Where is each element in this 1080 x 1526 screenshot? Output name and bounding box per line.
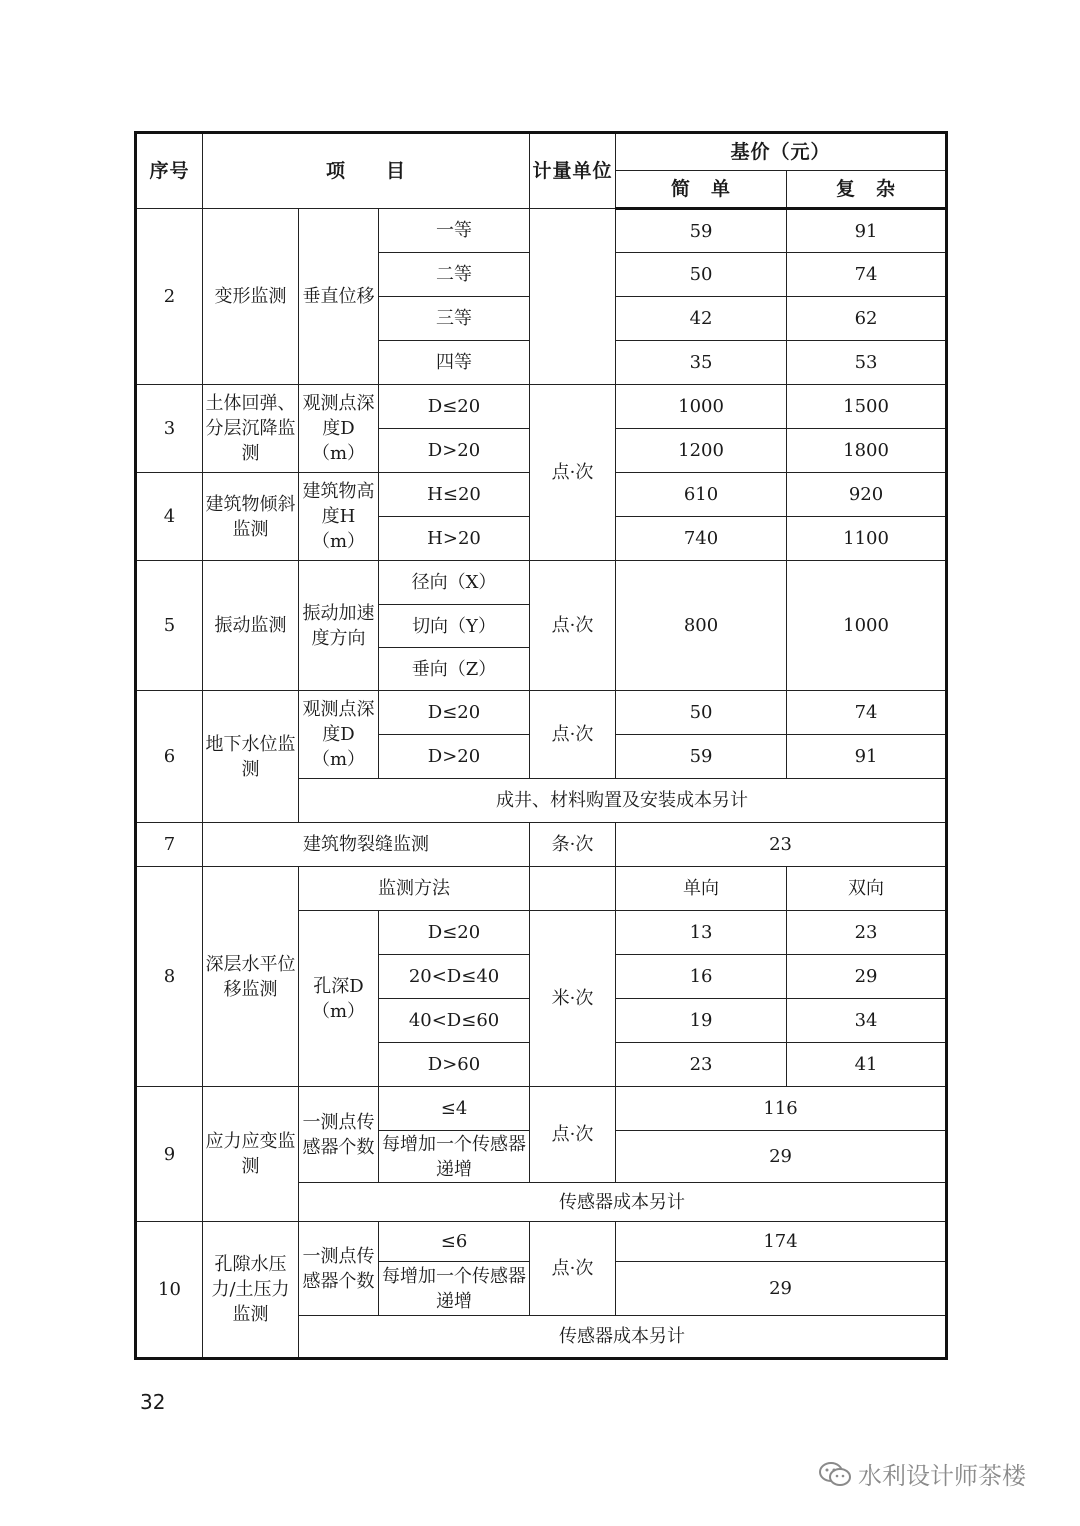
wechat-icon [818, 1460, 852, 1488]
row8-complex: 34 [787, 999, 947, 1043]
row10-name: 孔隙水压力/土压力监测 [203, 1222, 299, 1359]
row10-extra-price: 29 [616, 1262, 947, 1316]
row10-first-price: 174 [616, 1222, 947, 1262]
row8-one-way: 单向 [616, 867, 787, 911]
row8-unit: 米·次 [530, 911, 616, 1087]
row2-sub: 垂直位移 [299, 209, 379, 385]
row7-price: 23 [616, 823, 947, 867]
row10-note: 传感器成本另计 [299, 1316, 947, 1359]
header-base-price: 基价（元） [616, 133, 947, 171]
row9-seq: 9 [136, 1087, 203, 1222]
row8-name: 深层水平位移监测 [203, 867, 299, 1087]
row9-extra-price: 29 [616, 1131, 947, 1183]
row4-complex: 920 [787, 473, 947, 517]
row10-unit: 点·次 [530, 1222, 616, 1316]
row3-name: 土体回弹、分层沉降监测 [203, 385, 299, 473]
header-seq: 序号 [136, 133, 203, 209]
row4-complex: 1100 [787, 517, 947, 561]
row8-simple: 13 [616, 911, 787, 955]
row8-complex: 23 [787, 911, 947, 955]
row5-dir: 切向（Y） [379, 605, 530, 648]
row2-grade-label: 三等 [379, 297, 530, 341]
row6-sub: 观测点深度D（m） [299, 691, 379, 779]
price-table [134, 131, 948, 1360]
row2-grade-label: 四等 [379, 341, 530, 385]
row8-simple: 19 [616, 999, 787, 1043]
row7-unit: 条·次 [530, 823, 616, 867]
row3-seq: 3 [136, 385, 203, 473]
row8-simple: 16 [616, 955, 787, 999]
page-number: 32 [140, 1390, 166, 1414]
row3-complex: 1500 [787, 385, 947, 429]
row6-simple: 50 [616, 691, 787, 735]
row6-complex: 91 [787, 735, 947, 779]
row4-name: 建筑物倾斜监测 [203, 473, 299, 561]
row5-name: 振动监测 [203, 561, 299, 691]
row5-sub: 振动加速度方向 [299, 561, 379, 691]
row8-unit-empty [530, 867, 616, 911]
row9-unit: 点·次 [530, 1087, 616, 1183]
row2-simple: 42 [616, 297, 787, 341]
row10-seq: 10 [136, 1222, 203, 1359]
row2-simple: 59 [616, 209, 787, 253]
row7-seq: 7 [136, 823, 203, 867]
row6-note: 成井、材料购置及安装成本另计 [299, 779, 947, 823]
row9-note: 传感器成本另计 [299, 1183, 947, 1222]
row4-label: H>20 [379, 517, 530, 561]
row9-name: 应力应变监测 [203, 1087, 299, 1222]
row8-label: D≤20 [379, 911, 530, 955]
row5-dir: 径向（X） [379, 561, 530, 605]
row2-complex: 74 [787, 253, 947, 297]
row9-first-price: 116 [616, 1087, 947, 1131]
row5-simple: 800 [616, 561, 787, 691]
row10-extra: 每增加一个传感器递增 [379, 1262, 530, 1316]
row8-seq: 8 [136, 867, 203, 1087]
row6-name: 地下水位监测 [203, 691, 299, 823]
row3-label: D>20 [379, 429, 530, 473]
row5-unit: 点·次 [530, 561, 616, 691]
header-complex: 复 杂 [787, 171, 947, 209]
row2-complex: 91 [787, 209, 947, 253]
row8-two-way: 双向 [787, 867, 947, 911]
row7-name: 建筑物裂缝监测 [203, 823, 530, 867]
row9-extra: 每增加一个传感器递增 [379, 1131, 530, 1183]
row2-grade-label: 一等 [379, 209, 530, 253]
row6-label: D>20 [379, 735, 530, 779]
row8-label: 40<D≤60 [379, 999, 530, 1043]
header-simple: 简 单 [616, 171, 787, 209]
row5-dir: 垂向（Z） [379, 648, 530, 691]
row2-complex: 53 [787, 341, 947, 385]
row8-complex: 41 [787, 1043, 947, 1087]
row4-sub: 建筑物高度H（m） [299, 473, 379, 561]
row8-complex: 29 [787, 955, 947, 999]
row2-seq: 2 [136, 209, 203, 385]
row8-label: D>60 [379, 1043, 530, 1087]
row2-complex: 62 [787, 297, 947, 341]
row9-first: ≤4 [379, 1087, 530, 1131]
unit-point-time: 点·次 [530, 385, 616, 561]
header-unit: 计量单位 [530, 133, 616, 209]
row9-sub: 一测点传感器个数 [299, 1087, 379, 1183]
header-item: 项 目 [203, 133, 530, 209]
row4-label: H≤20 [379, 473, 530, 517]
row4-simple: 740 [616, 517, 787, 561]
row8-method: 监测方法 [299, 867, 530, 911]
row2-simple: 50 [616, 253, 787, 297]
row6-label: D≤20 [379, 691, 530, 735]
row8-label: 20<D≤40 [379, 955, 530, 999]
row8-sub: 孔深D（m） [299, 911, 379, 1087]
row6-unit: 点·次 [530, 691, 616, 779]
row2-grade-label: 二等 [379, 253, 530, 297]
row2-simple: 35 [616, 341, 787, 385]
row4-simple: 610 [616, 473, 787, 517]
row10-sub: 一测点传感器个数 [299, 1222, 379, 1316]
row2-name: 变形监测 [203, 209, 299, 385]
watermark [818, 1456, 1026, 1491]
row5-seq: 5 [136, 561, 203, 691]
row6-simple: 59 [616, 735, 787, 779]
row3-sub: 观测点深度D（m） [299, 385, 379, 473]
row4-seq: 4 [136, 473, 203, 561]
row3-label: D≤20 [379, 385, 530, 429]
row6-seq: 6 [136, 691, 203, 823]
row8-simple: 23 [616, 1043, 787, 1087]
row5-complex: 1000 [787, 561, 947, 691]
row6-complex: 74 [787, 691, 947, 735]
row3-complex: 1800 [787, 429, 947, 473]
row3-simple: 1200 [616, 429, 787, 473]
watermark-text: 水利设计师茶楼 [858, 1462, 1026, 1490]
row2-unit-empty [530, 209, 616, 385]
row10-first: ≤6 [379, 1222, 530, 1262]
row3-simple: 1000 [616, 385, 787, 429]
